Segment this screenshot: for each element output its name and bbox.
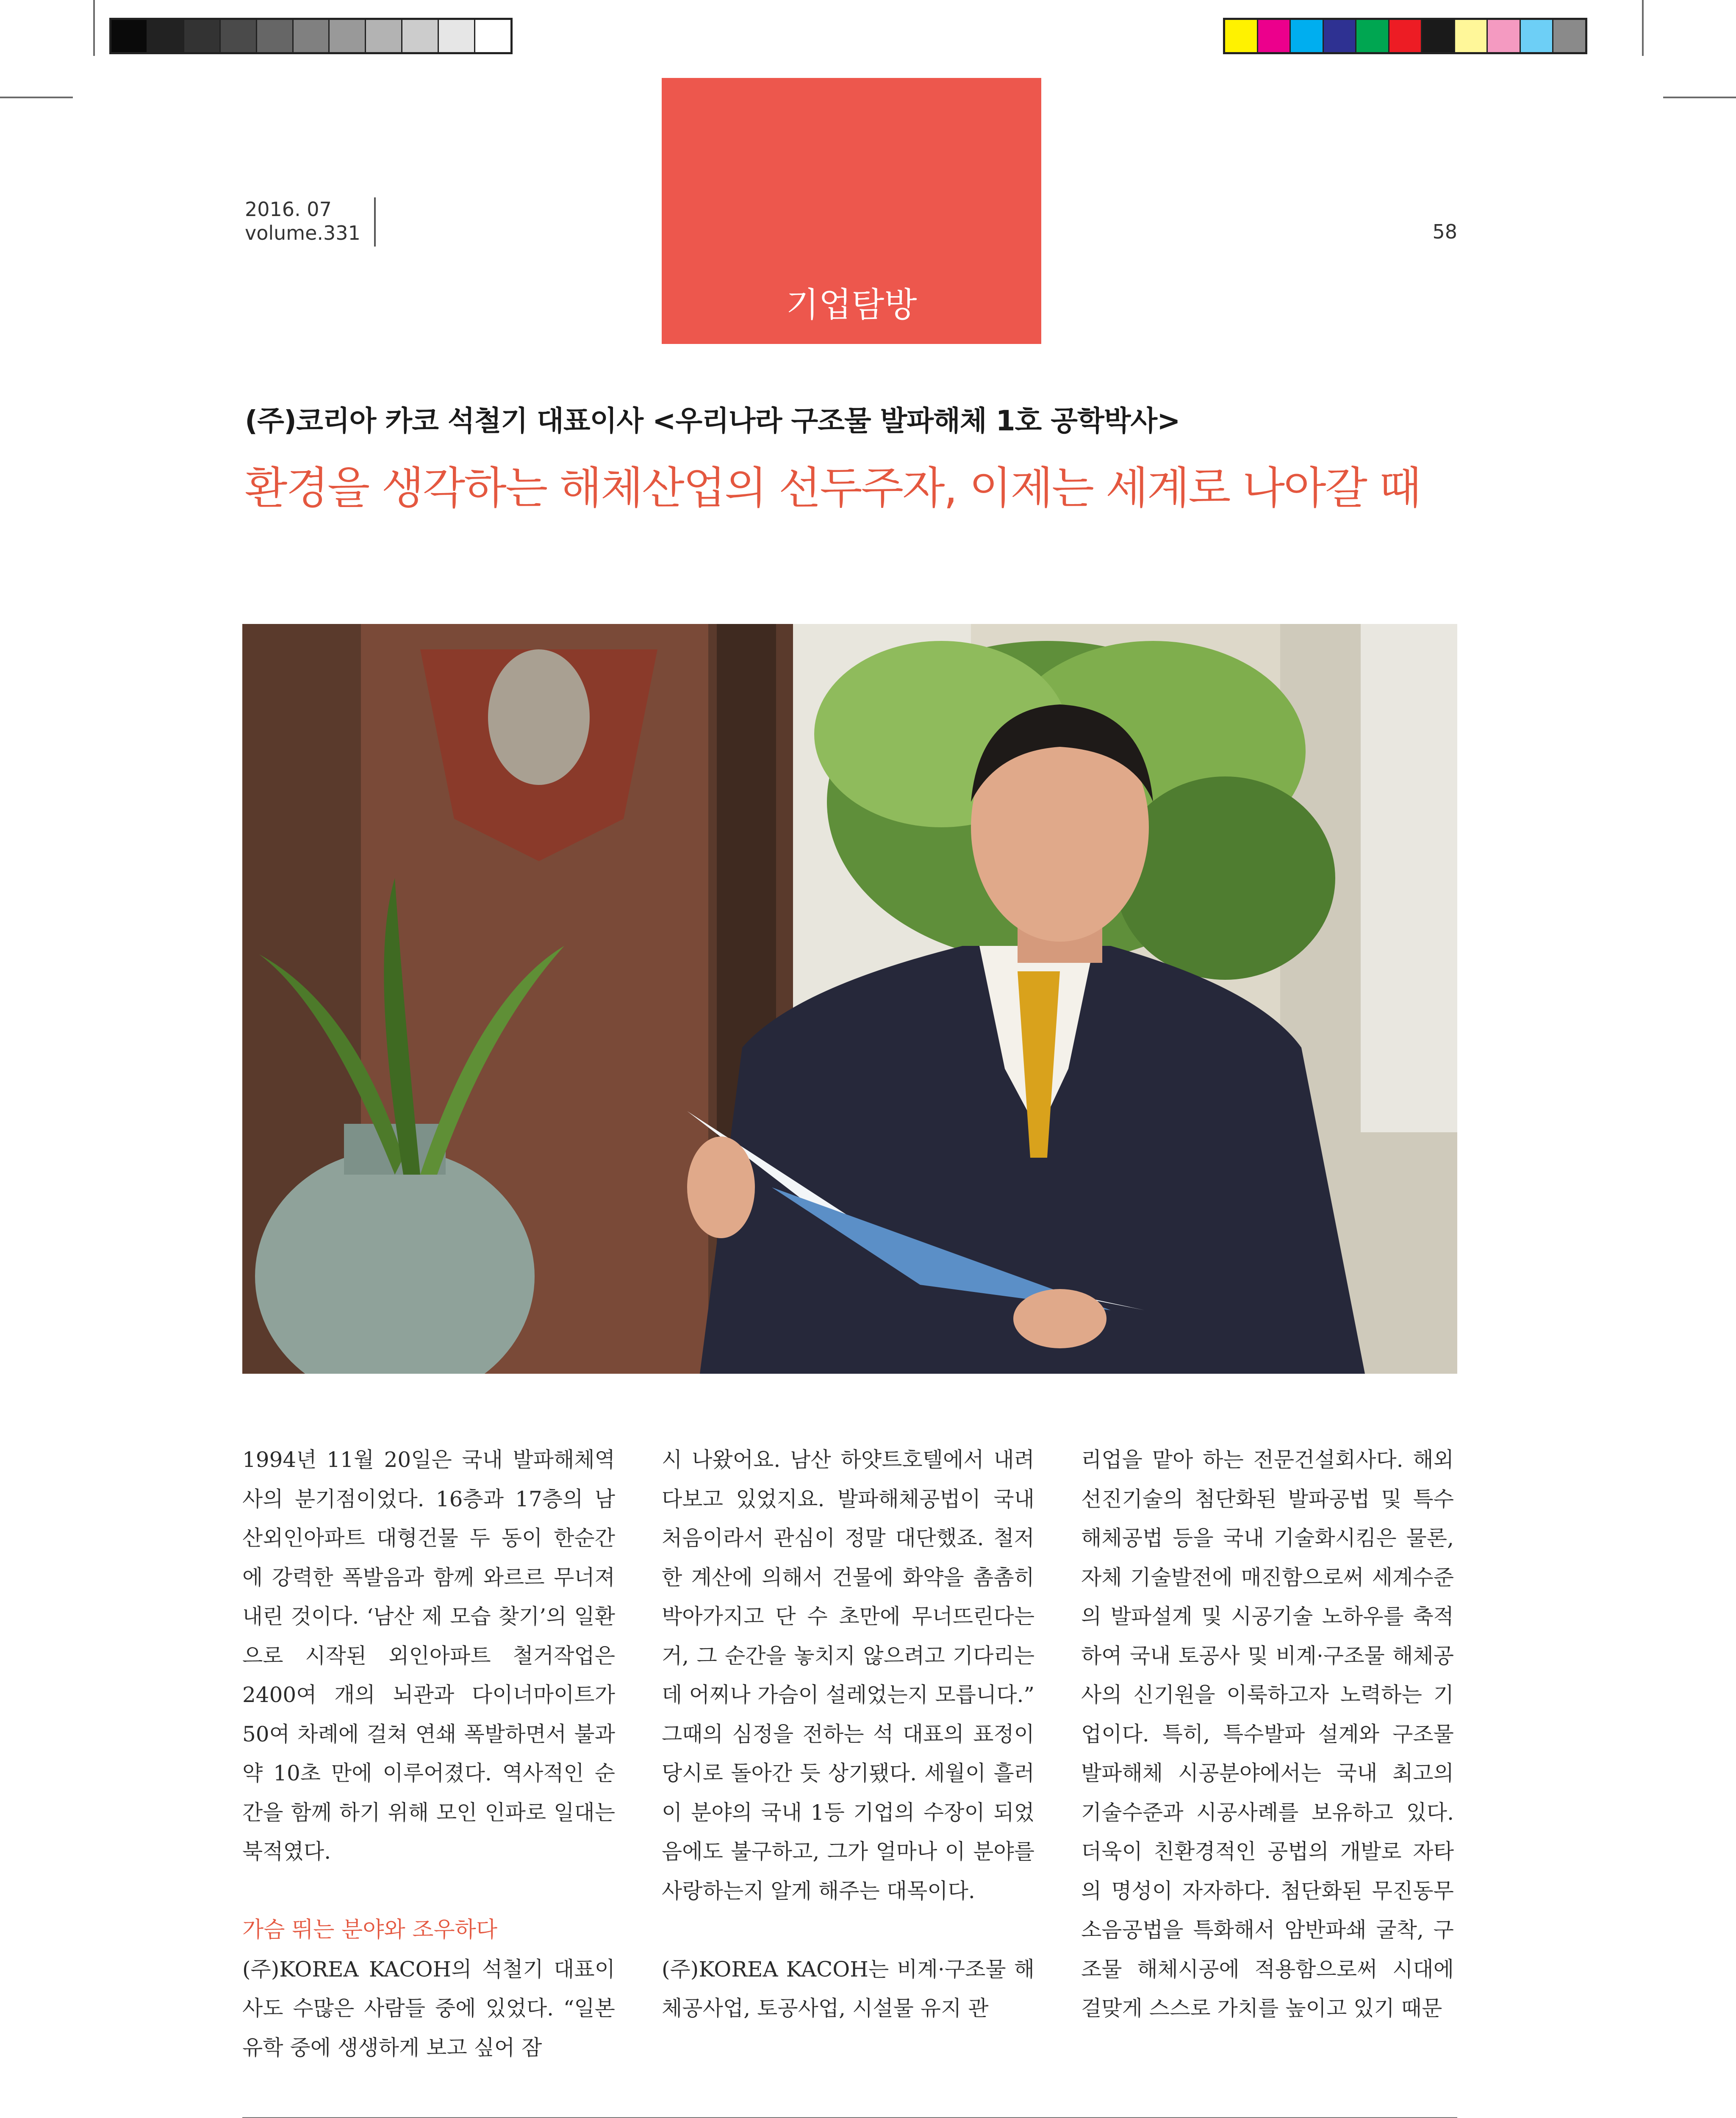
header-divider: [374, 197, 376, 247]
body-column-3: [1081, 1440, 1454, 2028]
color-swatch: [1355, 20, 1388, 52]
body-paragraph: 리업을 맡아 하는 전문건설회사다. 해외 선진기술의 첨단화된 발파공법 및 특수해체공법 등을 국내 기술화시킴은 물론, 자체 기술발전에 매진함으로써 세계수준의 발파설계 및 시공기술 노하우를 축적하여 국내 토공사 및 비계·구조물 해체공사의 신기원을 이룩하고자 노력하는 기업이다. 특히, 특수발파 설계와 구조물 발파해체 시공분야에서는 국내 최고의 기술수준과 시공사례를 보유하고 있다. 더욱이 친환경적인 공법의 개발로 자타의 명성이 자자하다. 첨단화된 무진동무소음공법을 특화해서 암반파쇄 굴착, 구조물 해체시공에 적용함으로써 시대에 걸맞게 스스로 가치를 높이고 있기 때문: [1081, 1447, 1454, 2021]
color-swatch: [111, 20, 147, 52]
issue-date: 2016. 07: [245, 198, 332, 221]
color-swatch: [1486, 20, 1520, 52]
section-label: 기업탐방: [786, 285, 917, 324]
color-swatch: [401, 20, 438, 52]
crop-mark: [0, 97, 73, 98]
color-swatch: [183, 20, 219, 52]
color-swatch: [1257, 20, 1290, 52]
crop-mark: [93, 0, 95, 56]
color-swatch: [438, 20, 474, 52]
issue-info: [245, 197, 361, 245]
color-swatch: [1290, 20, 1323, 52]
color-swatch: [365, 20, 401, 52]
color-swatch: [1323, 20, 1356, 52]
body-column-1: [242, 1440, 615, 2067]
body-paragraph: 1994년 11월 20일은 국내 발파해체역사의 분기점이었다. 16층과 17층의 남산외인아파트 대형건물 두 동이 한순간에 강력한 폭발음과 함께 와르르 무너져 내린 것이다. ‘남산 제 모습 찾기’의 일환으로 시작된 외인아파트 철거작업은 2400여 개의 뇌관과 다이너마이트가 50여 차례에 걸쳐 연쇄 폭발하면서 불과 약 10초 만에 이루어졌다. 역사적인 순간을 함께 하기 위해 모인 인파로 일대는 북적였다.: [242, 1447, 615, 1864]
process-color-bar: [1223, 18, 1587, 54]
body-column-2: [662, 1440, 1034, 2028]
color-swatch: [219, 20, 256, 52]
color-swatch: [328, 20, 365, 52]
color-swatch: [1421, 20, 1454, 52]
body-paragraph: (주)KOREA KACOH는 비계·구조물 해체공사업, 토공사업, 시설물 유지 관: [662, 1957, 1034, 2021]
color-swatch: [1454, 20, 1487, 52]
color-swatch: [1388, 20, 1421, 52]
color-swatch: [292, 20, 329, 52]
issue-volume: volume.331: [245, 222, 361, 244]
crop-mark: [1642, 0, 1644, 56]
section-banner: [662, 78, 1041, 344]
article-title: 환경을 생각하는 해체산업의 선두주자, 이제는 세계로 나아갈 때: [245, 462, 1420, 514]
portrait-illustration: [242, 624, 1457, 1374]
grayscale-color-bar: [109, 18, 513, 54]
color-swatch: [1225, 20, 1257, 52]
crop-mark: [1663, 97, 1736, 98]
section-subheading: 가슴 뛰는 분야와 조우하다: [242, 1917, 498, 1943]
color-swatch: [1552, 20, 1585, 52]
body-paragraph: (주)KOREA KACOH의 석철기 대표이사도 수많은 사람들 중에 있었다. “일본 유학 중에 생생하게 보고 싶어 잠: [242, 1957, 615, 2060]
article-subtitle: (주)코리아 카코 석철기 대표이사 <우리나라 구조물 발파해체 1호 공학박사>: [245, 405, 1180, 437]
article-photo: [242, 624, 1457, 1374]
page-number: 58: [1432, 220, 1457, 243]
color-swatch: [147, 20, 183, 52]
color-swatch: [256, 20, 292, 52]
body-paragraph: 시 나왔어요. 남산 하얏트호텔에서 내려다보고 있었지요. 발파해체공법이 국내 처음이라서 관심이 정말 대단했죠. 철저한 계산에 의해서 건물에 화약을 촘촘히 박아가지고 단 수 초만에 무너뜨린다는 거, 그 순간을 놓치지 않으려고 기다리는데 어찌나 가슴이 설레었는지 모릅니다.” 그때의 심정을 전하는 석 대표의 표정이 당시로 돌아간 듯 상기됐다. 세월이 흘러 이 분야의 국내 1등 기업의 수장이 되었음에도 불구하고, 그가 얼마나 이 분야를 사랑하는지 알게 해주는 대목이다.: [662, 1447, 1034, 1903]
color-swatch: [1520, 20, 1553, 52]
color-swatch: [474, 20, 510, 52]
